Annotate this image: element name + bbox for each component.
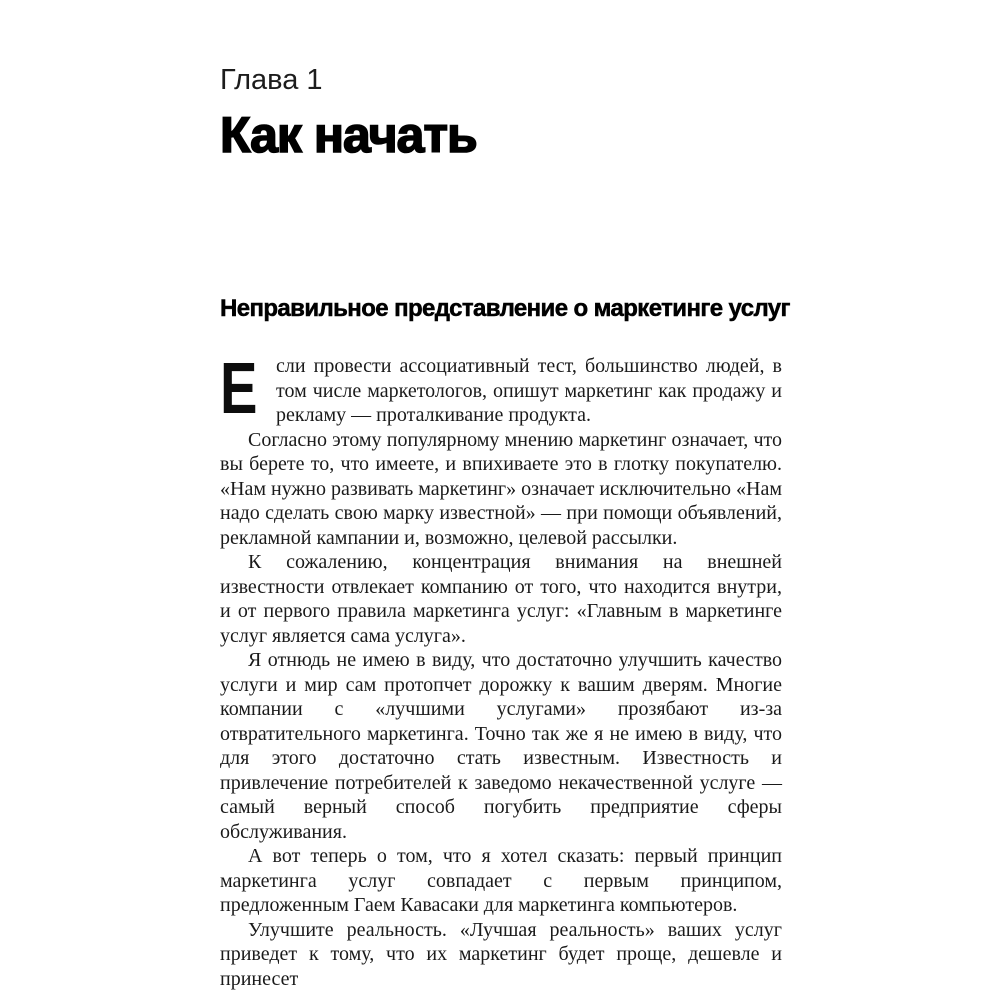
section-heading: Неправильное представление о маркетинге услуг xyxy=(220,295,790,322)
chapter-title: Как начать xyxy=(220,107,477,163)
paragraph-6: Улучшите реальность. «Лучшая реальность» ваших услуг приведет к тому, что их маркетинг будет проще, дешевле и принесет xyxy=(220,918,782,990)
paragraph-1-text: сли провести ассоциативный тест, большинство людей, в том числе маркетологов, опишут маркетинг как продажу и рекламу — проталкивание продукта. xyxy=(276,355,782,426)
paragraph-2: Согласно этому популярному мнению маркетинг означает, что вы берете то, что имеете, и впихиваете это в глотку покупателю. «Нам нужно развивать маркетинг» означает исключительно «Нам надо сделать свою марку известной» — при помощи объявлений, рекламной кампании и, возможно, целевой рассылки. xyxy=(220,428,782,549)
paragraph-4: Я отнюдь не имею в виду, что достаточно улучшить качество услуги и мир сам протопчет дорожку к вашим дверям. Многие компании с «лучшими услугами» прозябают из-за отвратительного маркетинга. Точно так же я не имею в виду, что для этого достаточно стать известным. Известность и привлечение потребителей к заведомо некачественной услуге — самый верный способ погубить предприятие сферы обслуживания. xyxy=(220,649,782,843)
chapter-header xyxy=(220,64,782,163)
dropcap-letter: Е xyxy=(220,349,258,429)
paragraph-5: А вот теперь о том, что я хотел сказать: первый принцип маркетинга услуг совпадает с первым принципом, предложенным Гаем Кавасаки для маркетинга компьютеров. xyxy=(220,845,782,916)
chapter-number-label: Глава 1 xyxy=(220,64,323,96)
body-text xyxy=(220,349,782,991)
paragraph-3: К сожалению, концентрация внимания на внешней известности отвлекает компанию от того, что находится внутри, и от первого правила маркетинга услуг: «Главным в маркетинге услуг является сама услуга». xyxy=(220,551,782,647)
page-content xyxy=(220,64,790,991)
paragraph-1 xyxy=(220,349,782,429)
